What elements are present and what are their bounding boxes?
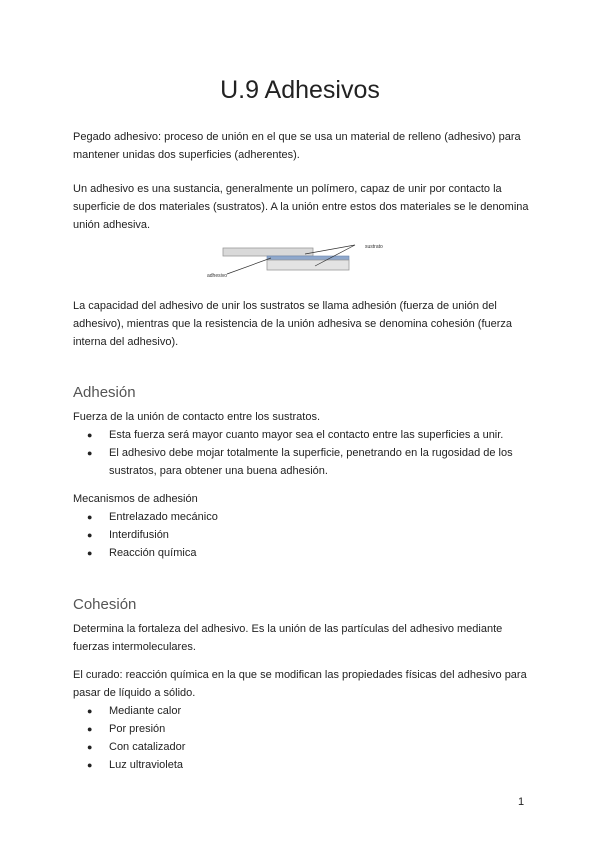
cohesion-intro: Determina la fortaleza del adhesivo. Es la unión de las partículas del adhesivo mediante fuerzas intermoleculares. (73, 623, 503, 653)
bottom-substrate (267, 260, 349, 270)
list-item: ● El adhesivo debe mojar totalmente la superficie, penetrando en la rugosidad de los sustratos, para obtener una buena adhesión. (73, 444, 533, 480)
top-substrate (223, 248, 313, 256)
adhesion-bullets (73, 426, 533, 480)
list-item: ● Con catalizador (73, 738, 533, 756)
leader-line-bottom (227, 258, 271, 274)
curing-paragraph: El curado: reacción química en la que se modifican las propiedades físicas del adhesivo para pasar de líquido a sólido. (73, 669, 527, 699)
label-substrate: sustrato (365, 244, 383, 250)
list-item: ● Interdifusión (73, 526, 533, 544)
adhesive-layer (267, 256, 349, 260)
adhesion-heading: Adhesión (73, 384, 136, 401)
cohesion-heading: Cohesión (73, 596, 137, 613)
mechanisms-list (73, 508, 533, 562)
mechanisms-title: Mecanismos de adhesión (73, 493, 198, 505)
capacity-paragraph: La capacidad del adhesivo de unir los sustratos se llama adhesión (fuerza de unión del adhesivo), mientras que la resistencia de la unión adhesiva se denomina cohesión (fuerza interna del adhesivo). (73, 300, 513, 348)
curing-methods-list (73, 702, 533, 774)
list-item: ● Entrelazado mecánico (73, 508, 533, 526)
list-item: ● Por presión (73, 720, 533, 738)
page-title: U.9 Adhesivos (220, 76, 380, 104)
list-item: ● Esta fuerza será mayor cuanto mayor sea el contacto entre las superficies a unir. (73, 426, 533, 444)
adhesive-joint-diagram (205, 242, 400, 280)
intro-paragraph-2: Un adhesivo es una sustancia, generalmente un polímero, capaz de unir por contacto la superficie de dos materiales (sustratos). A la unión entre estos dos materiales se le denomina unión adhesiva. (73, 183, 529, 231)
list-item: ● Reacción química (73, 544, 533, 562)
page-number: 1 (518, 796, 525, 808)
intro-paragraph-1: Pegado adhesivo: proceso de unión en el que se usa un material de relleno (adhesivo) para mantener unidas dos superficies (adherentes). (73, 131, 521, 161)
list-item: ● Luz ultravioleta (73, 756, 533, 774)
label-adhesive: adhesivo (207, 273, 228, 279)
list-item: ● Mediante calor (73, 702, 533, 720)
adhesion-intro: Fuerza de la unión de contacto entre los sustratos. (73, 411, 321, 423)
